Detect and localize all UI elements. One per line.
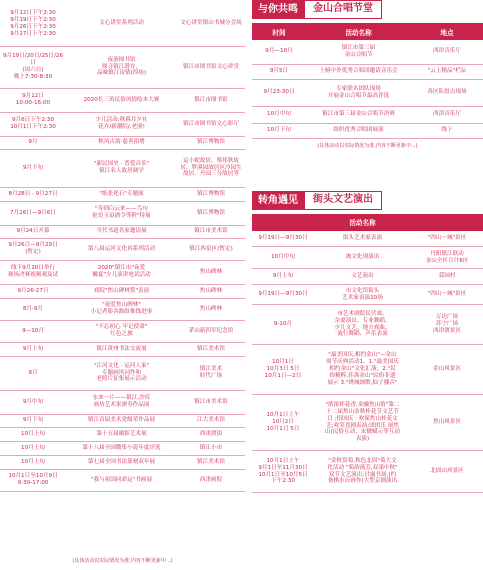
choir-header-row [252,23,483,40]
left-schedule-location-cell: 镇江市美术馆 [177,225,245,238]
choir-header-activity: 活动名称 [306,23,411,40]
choir-activity-cell: 上榜中外优秀合唱团邀请音乐会 [306,64,411,79]
left-schedule-time-cell: 10月上旬 [0,455,66,469]
street-location-cell: 金山风景区 [411,345,483,395]
left-schedule-activity-cell: 戏院"焦山碑林赞"表演 [66,284,177,298]
choir-header-time: 时间 [252,23,306,40]
left-schedule-time-cell: 10月1日至10月9日 9:30-17:00 [0,469,66,491]
left-schedule-row [0,260,245,284]
left-schedule-location-cell: 江大美术馆 [177,414,245,427]
left-schedule-activity-cell: "不忘初心 牢记使命" 红色之旅 [66,320,177,342]
left-schedule-location-cell: 焦山碑林 [177,260,245,284]
left-schedule-location-cell: 西津渡街 [177,427,245,441]
left-schedule-location-cell: 镇江市图书馆文心讲堂 [177,46,245,88]
street-row [252,395,483,451]
street-table-body [252,231,483,493]
choir-header-location: 地点 [411,23,483,40]
left-schedule-time-cell: 9月 [0,136,66,149]
street-header-activity: 活动名称 [314,214,411,231]
street-time-cell: 9月上旬 [252,269,314,285]
choir-time-cell: 9月23-30日 [252,79,306,106]
left-schedule-time-cell: 9月26日—9月29日 (暂定) [0,238,66,260]
left-schedule-row [0,112,245,136]
left-schedule-row [0,284,245,298]
left-schedule-row [0,469,245,491]
section-street-title-a: 转角遇见 [252,191,304,210]
left-schedule-time-cell: 9月下旬 [0,414,66,427]
section-street-title-b: 街头文艺演出 [304,191,382,210]
choir-location-cell: 各区队组点现场 [411,79,483,106]
choir-table-body [252,40,483,138]
choir-row [252,40,483,64]
left-schedule-location-cell: 镇江博物馆 [177,201,245,225]
left-schedule-body [0,2,245,491]
choir-footnote: (具体活动以实际情况为准,内容不断更新中...) [317,142,418,149]
choir-row [252,79,483,106]
choir-time-cell: 9月5日 [252,64,306,79]
left-schedule-activity-cell: "寿到白云来——鸟句 伦语玉扇酒令等附"特展 [66,201,177,225]
section-choir-title-b: 金山合唱节堂 [304,0,382,19]
street-row [252,345,483,395]
choir-activity-cell: 专家联名团队现场 开展金山合唱节最高评选 [306,79,411,106]
street-time-cell: 10月1日 10月3日 5日 10月1日—2日 [252,345,314,395]
left-schedule-location-cell: 运小妮故居、蔡邦秋故居、梦溪园故居区冷园生故居、丹园三分故居等 [177,149,245,187]
choir-location-cell: "云上精品"栏坛 [411,64,483,79]
left-schedule-location-cell: 焦山碑林 [177,284,245,298]
left-schedule-location-cell: 文心讲堂镇山书城分会场 [177,2,245,46]
street-time-cell: 9-10月 [252,305,314,345]
left-schedule-activity-cell: "夜爱焦山碑林" 小记者影各路组推线进事 [66,298,177,320]
left-schedule-activity-cell: 第七届全国书法篆刻双年展 [66,455,177,469]
left-schedule-location-cell: 镇江美术馆 [177,455,245,469]
left-schedule-time-cell: 9月下旬 [0,149,66,187]
choir-row [252,123,483,138]
left-schedule-time-cell: 9月12日 10:00-16:00 [0,88,66,112]
left-schedule-row [0,88,245,112]
left-schedule-row [0,201,245,225]
left-schedule-activity-cell: "纸张化石"专题展 [66,187,177,201]
street-time-cell: 9月19日—9月30日 [252,285,314,305]
street-activity-cell: 淘文化现演出 [314,247,411,269]
street-time-cell: 9月19日—9月30日 [252,231,314,247]
street-activity-cell: 街头艺术家表演 [314,231,411,247]
left-schedule-activity-cell: "我与祖国同命运"书画展 [66,469,177,491]
street-activity-cell: 市文化馆街头 艺术家表演10场 [314,285,411,305]
left-schedule-time-cell: 9月12日下午2:30 9月19日下午2:30 9月26日下午2:30 9月27日下午2:30 [0,2,66,46]
choir-row [252,64,483,79]
left-schedule-row [0,136,245,149]
street-header-row [252,214,483,231]
left-schedule-activity-cell: 镇江黄州书法交流展 [66,342,177,356]
left-schedule-time-cell: 9月中旬 [0,390,66,414]
left-schedule-time-cell: 7月26日—9月6日 [0,201,66,225]
left-schedule-time-cell: 线下9月20日举行 现场决赛视频观及试 [0,260,66,284]
left-schedule-row [0,414,245,427]
left-schedule-row [0,455,245,469]
street-header-time [252,214,314,231]
left-schedule-location-cell: 镇江市图书馆 [177,88,245,112]
left-schedule-time-cell: 9月24日开幕 [0,225,66,238]
left-schedule-time-cell: 9月 [0,356,66,390]
choir-time-cell: 9月—10月 [252,40,306,64]
left-schedule-time-cell: 10月上旬 [0,427,66,441]
street-row [252,247,483,269]
left-schedule-row [0,342,245,356]
left-schedule-activity-cell: 镇江首届美术党级荣作品展 [66,414,177,427]
left-schedule-location-cell: 茅山新四军纪念馆 [177,320,245,342]
left-schedule-activity-cell: 秋风古韵·慈善捐增 [66,136,177,149]
right-column [252,0,483,493]
choir-activity-cell: 镇江市第三届 金山合唱节 [306,40,411,64]
left-schedule-activity-cell: "江河文化 · 运河人家" 专题画风词作和 老照片征集展示活动 [66,356,177,390]
choir-activity-cell: 组织优秀合唱团展演 [306,123,411,138]
left-schedule-activity-cell: 2020长三角民俗风情绘本大赛 [66,88,177,112]
street-location-cell: 蒜园村 [411,269,483,285]
street-time-cell: 10月中旬 [252,247,314,269]
left-schedule-activity-cell: 东来一片——镇江,沙库 画坊艺术家廖寿作品展 [66,390,177,414]
street-time-cell: 10月1日上午 10月2日 10月1日 5日 [252,395,314,451]
left-schedule-row [0,46,245,88]
left-schedule-activity-cell: 文心讲堂系列活动 [66,2,177,46]
left-schedule-time-cell: 9月19日/20日/25日/26日 (周六日) 晚上7:30-8:30 [0,46,66,88]
street-location-cell: 北固山风景区 [411,451,483,493]
street-row [252,305,483,345]
street-activity-cell: "浓浓桂花香,金融焦山情"第二 十二届焦山金秋桂花节文艺节 目 ;招国庆 · 欢保焦山桂花文 艺;欢笑喜剧表演;团团乐 闹焦 山(民俗互动、宋楹赋示等互动 表演) [314,395,411,451]
left-schedule-activity-cell: 当代书道名家邀请展 [66,225,177,238]
left-schedule-row [0,356,245,390]
choir-time-cell: 10月中旬 [252,106,306,123]
left-schedule-row [0,225,245,238]
left-schedule-activity-cell: 少儿活动:秋暮月夕社 花卉/新潮院/,老照! [66,112,177,136]
left-schedule-location-cell: 镇江博物馆 [177,136,245,149]
left-schedule-location-cell: 西津画院 [177,469,245,491]
choir-location-cell: 线下 [411,123,483,138]
choir-table [252,23,483,139]
left-schedule-row [0,149,245,187]
left-schedule-row [0,427,245,441]
choir-time-cell: 10月下旬 [252,123,306,138]
left-footnote: (具体活动以实际情况为准,内容不断更新中...) [72,558,173,564]
left-schedule-row [0,298,245,320]
street-location-cell: 丹阳镇江联动 金山全区合计6区 [411,247,483,269]
left-schedule-location-cell: 镇江市美术馆 [177,390,245,414]
street-row [252,285,483,305]
street-row [252,231,483,247]
street-location-cell: "四山一城"景区 [411,285,483,305]
left-schedule-activity-cell: 2020"镇江市"夜爱 狮夏"少儿演讲电试活动 [66,260,177,284]
street-table [252,214,483,494]
left-schedule-location-cell: 镇江西泉区(暂定) [177,238,245,260]
section-street-title [252,191,483,210]
left-schedule-activity-cell: 夜游图书馆 探寻镇江潜存， 品味镇江诗情(四场) [66,46,177,88]
street-location-cell: 万达广场 苏宁广场 西津渡景区 [411,305,483,345]
left-schedule-row [0,441,245,455]
street-activity-cell: 文艺演出 [314,269,411,285]
left-schedule-row [0,320,245,342]
left-schedule-row [0,2,245,46]
left-schedule-row [0,390,245,414]
left-schedule-location-cell: 镇江美术 时代广场 [177,356,245,390]
left-schedule-row [0,238,245,260]
choir-location-cell: 西津音乐厅 [411,106,483,123]
left-schedule-time-cell: 9月26-27日 [0,284,66,298]
left-schedule-time-cell: 9—10月 [0,320,66,342]
left-schedule-time-cell: 9月上旬 [0,342,66,356]
left-schedule-activity-cell: 第十八届全国微集小说年度评选 [66,441,177,455]
section-choir-title [252,0,483,19]
section-choir-title-a: 与你共鸣 [252,0,304,19]
left-schedule-time-cell: 10月上旬 [0,441,66,455]
street-location-cell: 焦山风景区 [411,395,483,451]
left-schedule-activity-cell: 第十五届摄影艺术展 [66,427,177,441]
left-schedule-location-cell: 镇江博物馆 [177,187,245,201]
left-schedule-time-cell: 9月6日下午2:30 10月1日下午2:30 [0,112,66,136]
left-schedule-time-cell: 8月28日 · 9月27日 [0,187,66,201]
street-activity-cell: "金秋赏菊,秋色北固"菊大文 化活动 "菊韵流芳,双漾中秋" 双节文艺演出;甘露书场,(约 备棋水台画作)大型京剧演出 [314,451,411,493]
street-activity-cell: 市艺术剧院民营戏、 杂耍演员、专业舞蹈、 少儿文艺、地方戏曲、 流行舞蹈、声乐表演 [314,305,411,345]
left-schedule-activity-cell: 第八届运河文化再系列活动 [66,238,177,260]
street-location-cell: "四山一城"景区 [411,231,483,247]
choir-location-cell: 西津音乐厅 [411,40,483,64]
left-schedule-location-cell: 焦山碑林 [177,298,245,320]
left-schedule-location-cell: 镇江小市 [177,441,245,455]
street-header-location [411,214,483,231]
left-schedule-location-cell: 镇江美术馆 [177,342,245,356]
street-activity-cell: "最美国庆,相约金山"—金山 周节庆典活动1、1."最美国庆 相约金山"文化汇演；2."民 俗精粹,佳禹金山"民俗非遗 展示 3."绣城颂歌,仙子播音" [314,345,411,395]
choir-row [252,106,483,123]
street-time-cell: 10月1日上午 9月1日至11月30日 10月1日至10月5日 下午2:30 [252,451,314,493]
left-schedule-location-cell: 镇江市图书馆文心影厅 [177,112,245,136]
left-schedule-table [0,2,245,492]
street-row [252,451,483,493]
choir-activity-cell: 镇江市第三届金山合唱节决赛 [306,106,411,123]
left-schedule-time-cell: 8月-9月 [0,298,66,320]
left-schedule-activity-cell: "新民国史 · 普爱音乐" 镇江名人故居调学 [66,149,177,187]
left-schedule-row [0,187,245,201]
street-row [252,269,483,285]
